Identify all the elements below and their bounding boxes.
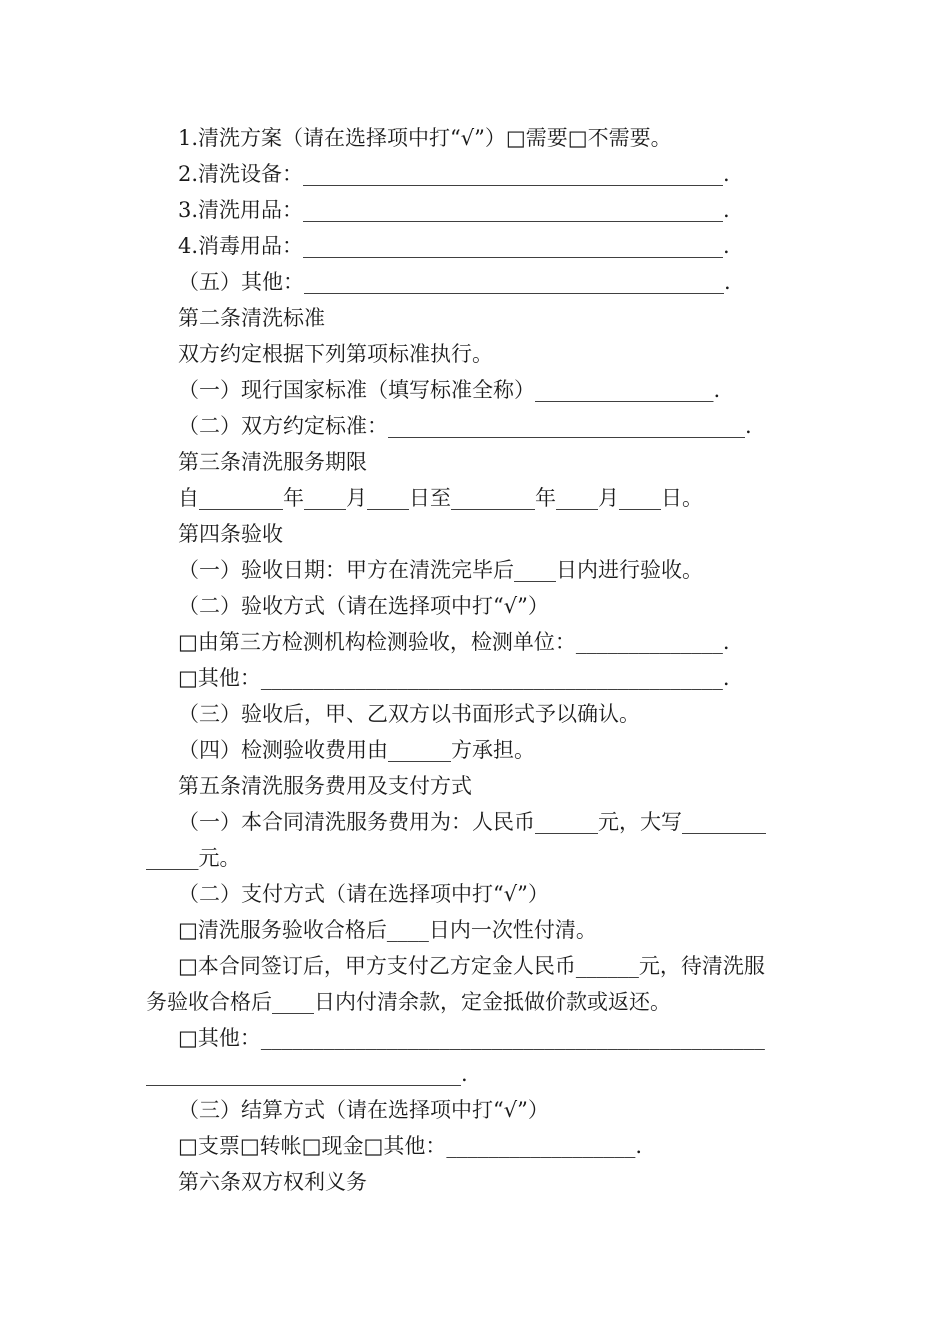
doc-line-8: （一）现行国家标准（填写标准全称）_________________. bbox=[178, 378, 721, 402]
doc-line-26: □其他：________________________________________________ bbox=[178, 1026, 765, 1050]
doc-line-7: 双方约定根据下列第项标准执行。 bbox=[178, 342, 493, 366]
doc-line-14: （二）验收方式（请在选择项中打“√”） bbox=[178, 594, 549, 618]
doc-line-20: （一）本合同清洗服务费用为：人民币______元，大写________ bbox=[178, 810, 766, 834]
doc-line-27: ______________________________. bbox=[146, 1062, 468, 1086]
doc-line-22: （二）支付方式（请在选择项中打“√”） bbox=[178, 882, 549, 906]
section-heading-2: 第二条清洗标准 bbox=[178, 306, 325, 330]
doc-line-21: _____元。 bbox=[146, 846, 241, 870]
doc-line-3: 3.清洗用品：________________________________________. bbox=[178, 198, 730, 222]
doc-line-15: □由第三方检测机构检测验收，检测单位：______________. bbox=[178, 630, 730, 654]
section-heading-4: 第四条验收 bbox=[178, 522, 283, 546]
doc-line-11: 自________年____月____日至________年____月____日。 bbox=[178, 486, 703, 510]
doc-line-25: 务验收合格后____日内付清余款，定金抵做价款或返还。 bbox=[146, 990, 671, 1014]
doc-line-23: □清洗服务验收合格后____日内一次性付清。 bbox=[178, 918, 597, 942]
section-heading-3: 第三条清洗服务期限 bbox=[178, 450, 367, 474]
doc-line-13: （一）验收日期：甲方在清洗完毕后____日内进行验收。 bbox=[178, 558, 703, 582]
doc-line-4: 4.消毒用品：________________________________________. bbox=[178, 234, 730, 258]
section-heading-5: 第五条清洗服务费用及支付方式 bbox=[178, 774, 472, 798]
doc-line-24: □本合同签订后，甲方支付乙方定金人民币______元，待清洗服 bbox=[178, 954, 765, 978]
doc-line-16: □其他：____________________________________________. bbox=[178, 666, 730, 690]
doc-line-9: （二）双方约定标准：__________________________________. bbox=[178, 414, 752, 438]
doc-line-5: （五）其他：________________________________________. bbox=[178, 270, 731, 294]
doc-line-2: 2.清洗设备：________________________________________. bbox=[178, 162, 730, 186]
doc-line-17: （三）验收后，甲、乙双方以书面形式予以确认。 bbox=[178, 702, 640, 726]
doc-line-28: （三）结算方式（请在选择项中打“√”） bbox=[178, 1098, 549, 1122]
section-heading-6: 第六条双方权利义务 bbox=[178, 1170, 367, 1194]
doc-line-18: （四）检测验收费用由______方承担。 bbox=[178, 738, 535, 762]
doc-line-29: □支票□转帐□现金□其他：__________________. bbox=[178, 1134, 643, 1158]
doc-line-1: 1.清洗方案（请在选择项中打“√”）□需要□不需要。 bbox=[178, 126, 672, 150]
